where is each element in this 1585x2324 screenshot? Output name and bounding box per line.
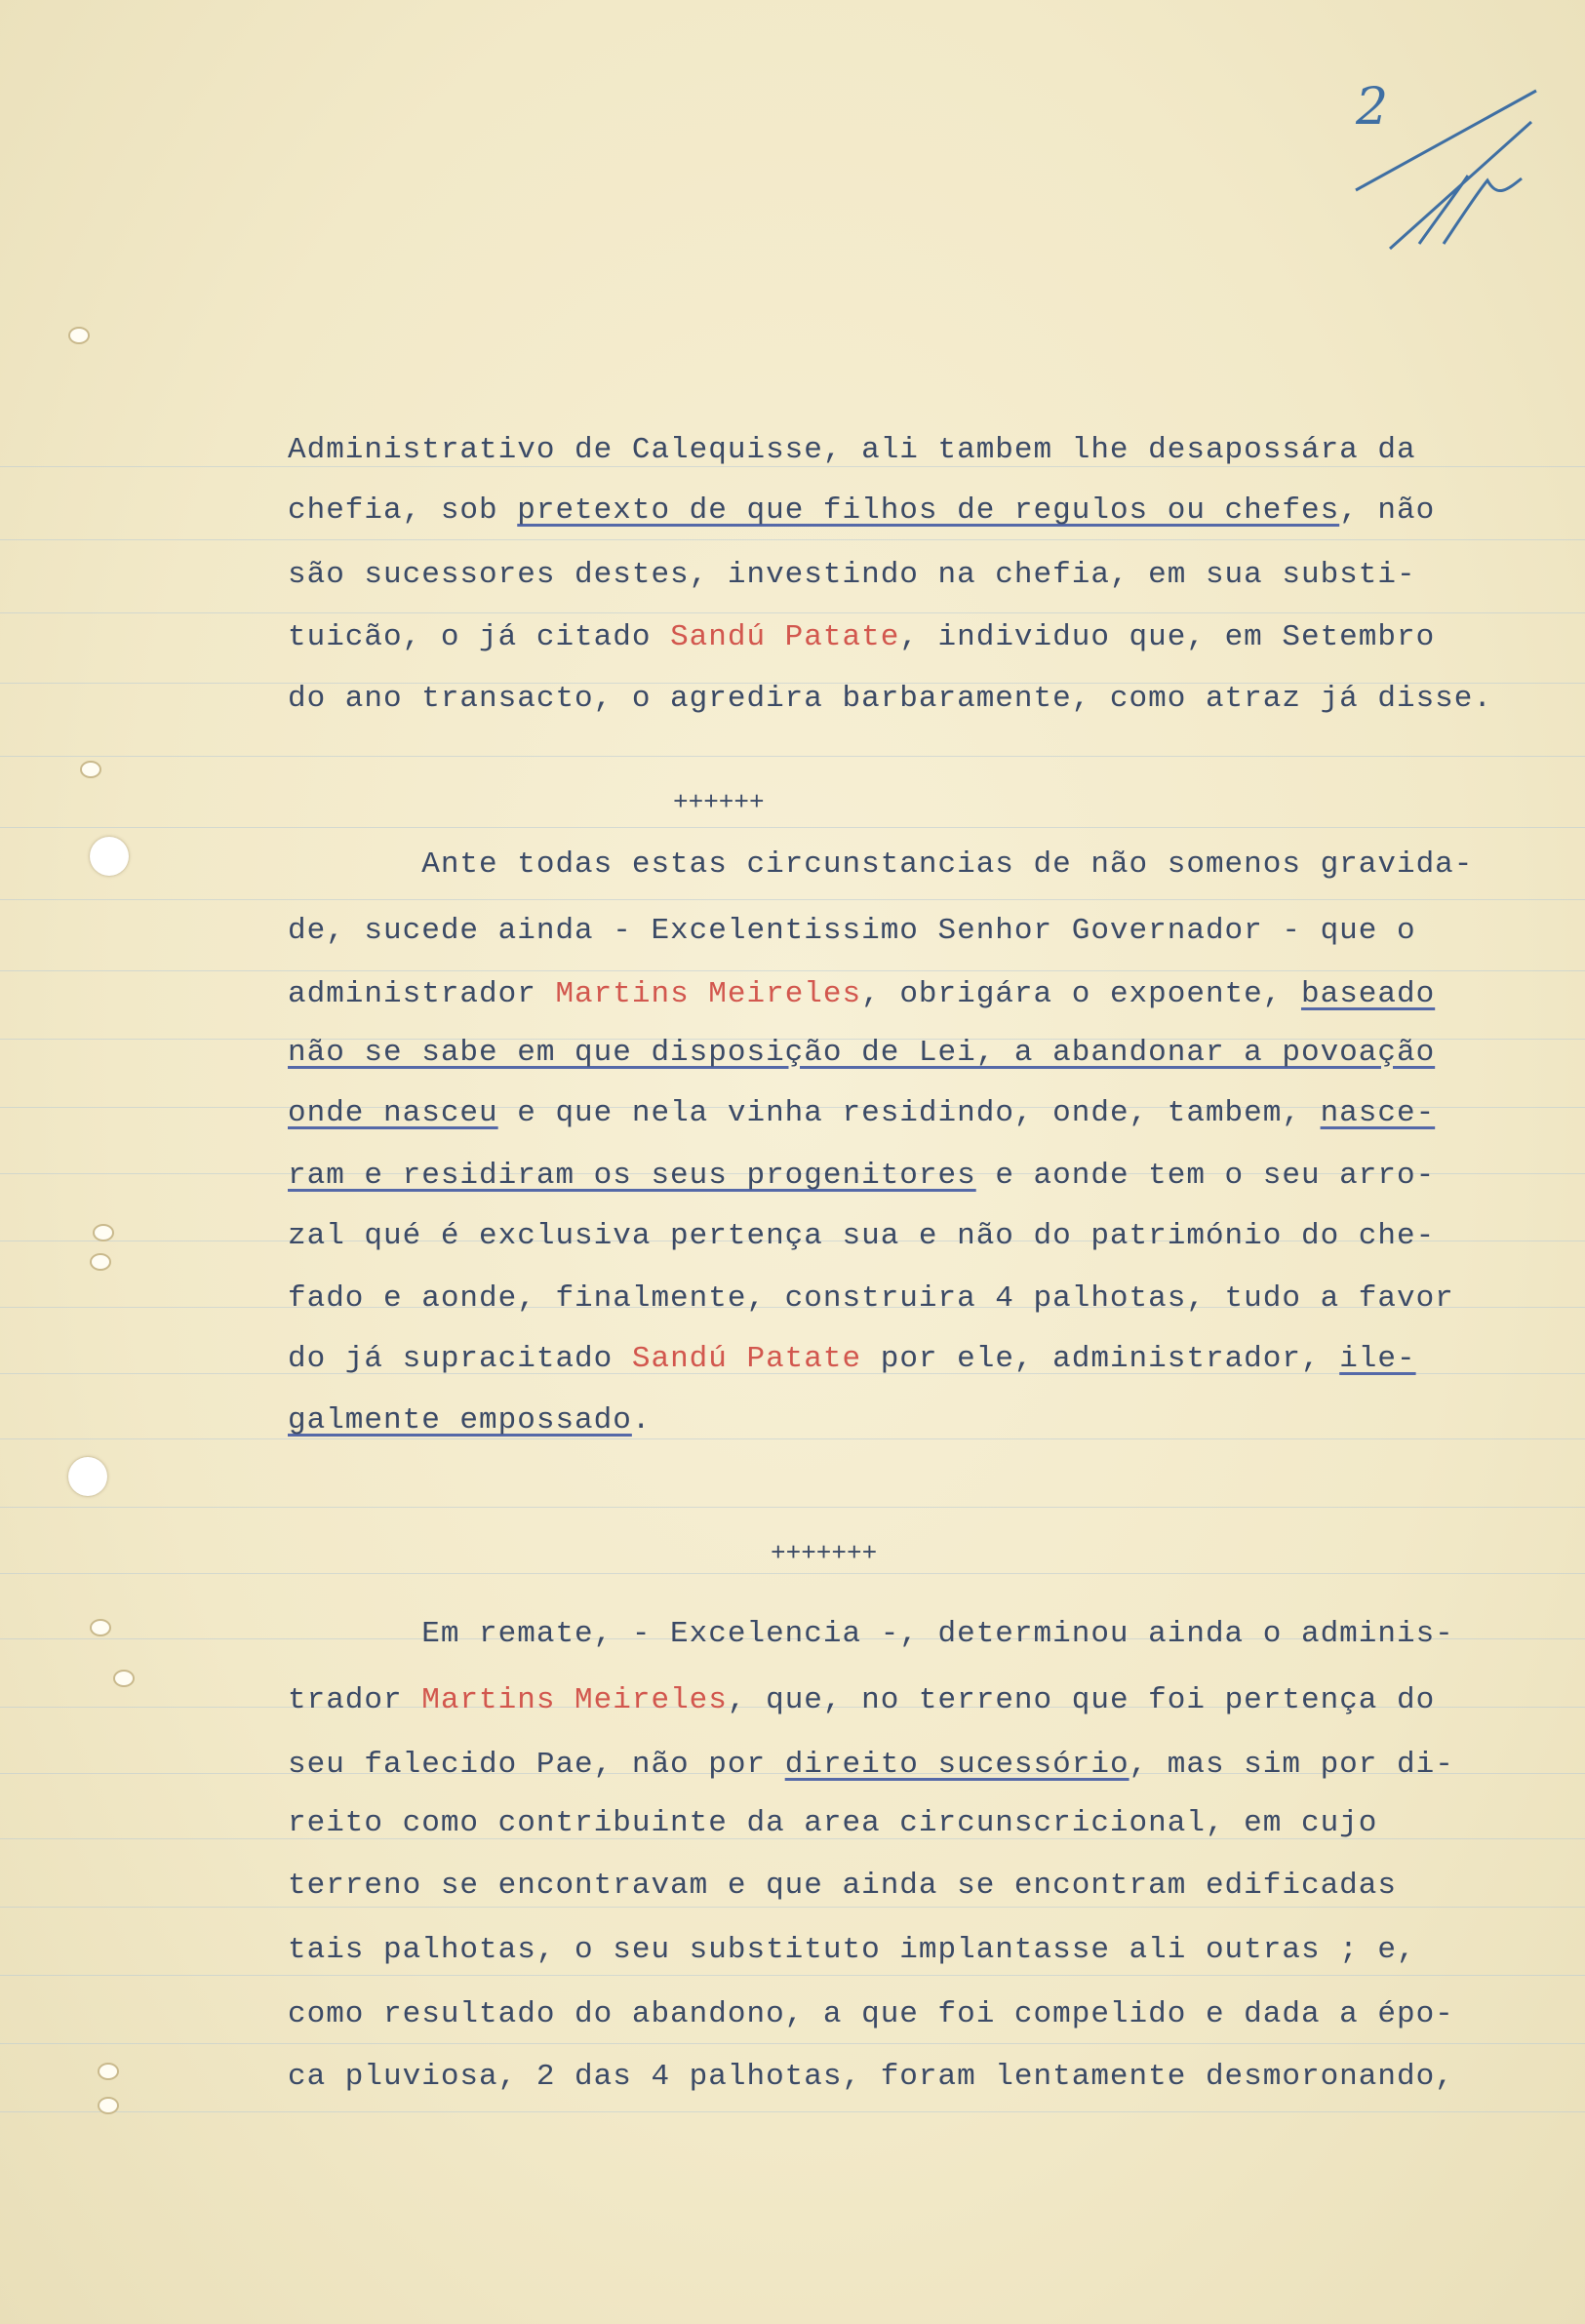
underlined-text: ram e residiram os seus progenitores <box>288 1159 976 1193</box>
wormhole <box>90 1253 111 1271</box>
text-line <box>288 914 1416 948</box>
text-segment: Em remate, - Excelencia -, determinou ainda o adminis- <box>288 1617 1454 1651</box>
text-line <box>288 1748 1454 1782</box>
text-segment: seu falecido Pae, não por <box>288 1748 785 1782</box>
person-name: Sandú Patate <box>670 620 900 654</box>
wormhole <box>113 1670 135 1687</box>
text-line <box>288 433 1416 467</box>
text-line <box>288 1159 1435 1193</box>
wormhole <box>98 2063 119 2080</box>
underlined-text: nasce- <box>1320 1096 1436 1130</box>
underlined-text: não se sabe em que disposição de Lei, a abandonar a povoação <box>288 1036 1436 1070</box>
text-line <box>288 1403 651 1438</box>
text-line <box>288 1683 1435 1717</box>
underlined-text: direito sucessório <box>784 1748 1129 1782</box>
text-line <box>288 977 1435 1011</box>
wormhole <box>93 1224 114 1241</box>
text-segment: , mas sim por di- <box>1129 1748 1454 1782</box>
text-segment: . <box>631 1403 652 1438</box>
folio-pen-strokes <box>1351 83 1546 278</box>
text-line <box>288 558 1416 592</box>
text-segment: zal qué é exclusiva pertença sua e não do património do che- <box>288 1219 1436 1253</box>
text-segment: Administrativo de Calequisse, ali tambem lhe desapossára da <box>288 433 1416 467</box>
punch-hole-top <box>90 837 129 876</box>
person-name: Sandú Patate <box>631 1342 862 1376</box>
underlined-text: baseado <box>1300 977 1436 1011</box>
text-line <box>288 620 1435 654</box>
text-segment: tuicão, o já citado <box>288 620 671 654</box>
text-line <box>288 1933 1416 1967</box>
underlined-text: ile- <box>1339 1342 1416 1376</box>
text-line <box>288 847 1473 882</box>
text-segment: reito como contribuinte da area circunscricional, em cujo <box>288 1806 1378 1840</box>
text-line <box>288 1342 1416 1376</box>
text-segment: e que nela vinha residindo, onde, tambem, <box>497 1096 1321 1130</box>
wormhole <box>90 1619 111 1636</box>
text-segment: fado e aonde, finalmente, construira 4 palhotas, tudo a favor <box>288 1281 1454 1316</box>
text-line <box>288 1036 1435 1070</box>
text-segment: , que, no terreno que foi pertença do <box>727 1683 1436 1717</box>
text-line <box>288 1219 1435 1253</box>
text-segment: trador <box>288 1683 422 1717</box>
section-separator: ++++++ <box>673 788 765 817</box>
text-segment: , individuo que, em Setembro <box>899 620 1436 654</box>
text-line <box>288 2060 1454 2094</box>
person-name: Martins Meireles <box>555 977 862 1011</box>
text-line <box>288 682 1492 716</box>
text-segment: tais palhotas, o seu substituto implantasse ali outras ; e, <box>288 1933 1416 1967</box>
text-segment: do já supracitado <box>288 1342 632 1376</box>
text-segment: como resultado do abandono, a que foi compelido e dada a épo- <box>288 1997 1454 2031</box>
underlined-text: galmente empossado <box>288 1403 632 1438</box>
wormhole <box>68 327 90 344</box>
text-segment: de, sucede ainda - Excelentissimo Senhor Governador - que o <box>288 914 1416 948</box>
wormhole <box>98 2097 119 2114</box>
folio-number: 2 <box>1356 78 1389 137</box>
text-segment: ca pluviosa, 2 das 4 palhotas, foram lentamente desmoronando, <box>288 2060 1454 2094</box>
underlined-text: pretexto de que filhos de regulos ou chefes <box>517 493 1340 528</box>
text-segment: terreno se encontravam e que ainda se encontram edificadas <box>288 1869 1397 1903</box>
text-segment: administrador <box>288 977 556 1011</box>
text-segment: Ante todas estas circunstancias de não somenos gravida- <box>288 847 1474 882</box>
text-line <box>288 1806 1377 1840</box>
text-line <box>288 1869 1397 1903</box>
text-segment: , não <box>1339 493 1436 528</box>
text-segment: chefia, sob <box>288 493 518 528</box>
text-line <box>288 1096 1435 1130</box>
wormhole <box>80 761 101 778</box>
underlined-text: onde nasceu <box>288 1096 498 1130</box>
text-segment: do ano transacto, o agredira barbaramente, como atraz já disse. <box>288 682 1492 716</box>
text-segment: e aonde tem o seu arro- <box>975 1159 1436 1193</box>
text-line <box>288 1997 1454 2031</box>
person-name: Martins Meireles <box>421 1683 728 1717</box>
section-separator: +++++++ <box>771 1539 878 1568</box>
text-segment: , obrigára o expoente, <box>861 977 1301 1011</box>
text-line <box>288 1617 1454 1651</box>
text-line <box>288 493 1435 528</box>
punch-hole-bottom <box>68 1457 107 1496</box>
text-segment: são sucessores destes, investindo na chefia, em sua substi- <box>288 558 1416 592</box>
text-segment: por ele, administrador, <box>861 1342 1340 1376</box>
text-line <box>288 1281 1454 1316</box>
